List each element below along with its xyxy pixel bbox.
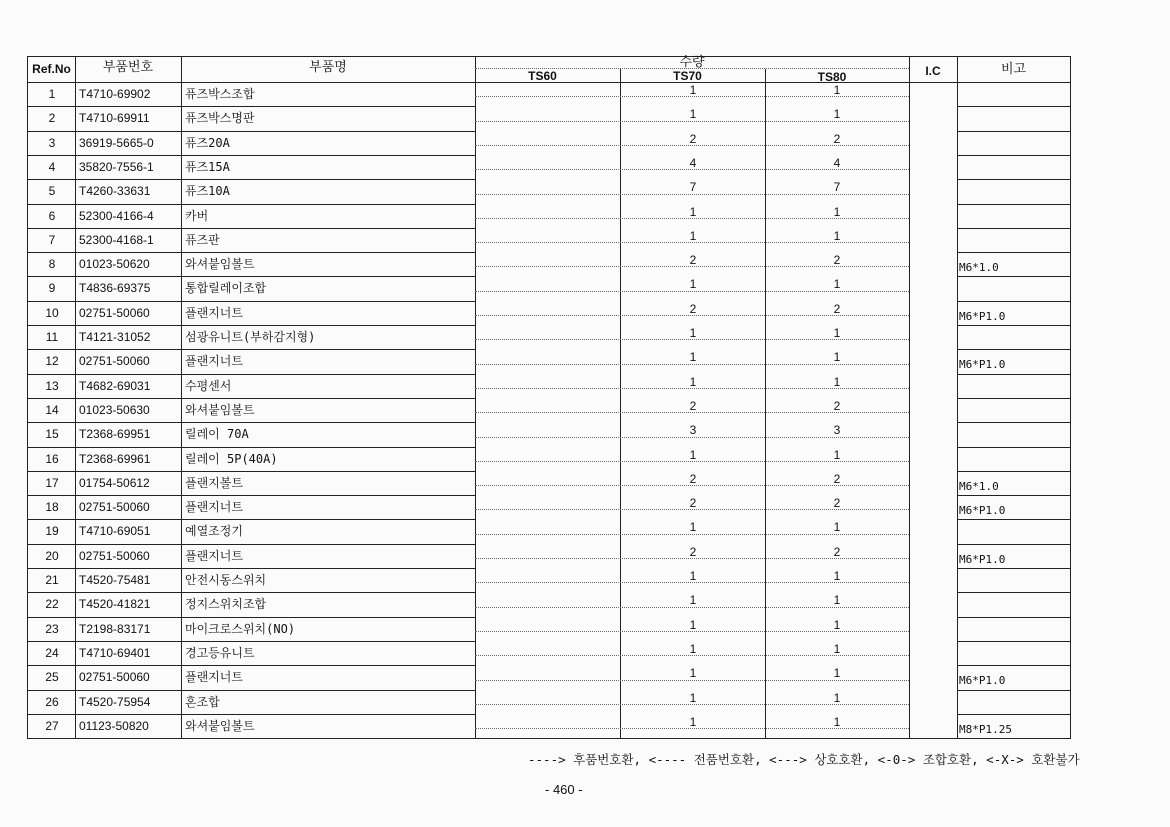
table-cell-part-number: T4520-75481 (79, 573, 151, 587)
header-ts60: TS60 (528, 69, 557, 83)
row-divider (28, 665, 475, 666)
table-cell-qty-ts80: 1 (833, 83, 841, 97)
table-cell-qty-ts80: 1 (833, 593, 841, 608)
table-cell-qty-ts70: 2 (689, 253, 697, 268)
table-cell-ref: 26 (45, 694, 59, 709)
table-cell-part-number: T2198-83171 (79, 621, 151, 636)
row-divider-right (957, 690, 1070, 691)
table-cell-part-name: 와셔붙임볼트 (185, 402, 255, 417)
table-cell-qty-ts70: 1 (689, 83, 697, 97)
table-cell-part-name: 릴레이 70A (185, 427, 249, 442)
column-divider (909, 57, 910, 738)
table-cell-qty-ts80: 4 (833, 155, 841, 170)
table-cell-ref: 2 (48, 111, 56, 126)
table-cell-part-number: T4710-69902 (79, 87, 151, 101)
table-cell-qty-ts80: 2 (833, 471, 841, 486)
row-divider-right (957, 349, 1070, 350)
table-cell-qty-ts70: 2 (689, 131, 697, 146)
table-cell-qty-ts80: 2 (833, 496, 841, 511)
table-cell-part-number: 01023-50620 (79, 257, 150, 272)
row-divider (28, 276, 475, 277)
table-cell-part-name: 퓨즈판 (185, 232, 220, 247)
row-divider (28, 301, 475, 302)
table-cell-qty-ts80: 1 (833, 374, 841, 389)
table-cell-part-number: 01123-50820 (79, 718, 149, 733)
table-cell-qty-ts70: 2 (689, 496, 697, 511)
table-cell-part-name: 카버 (185, 208, 209, 223)
table-cell-part-name: 플랜지너트 (185, 305, 243, 320)
table-cell-qty-ts70: 1 (689, 107, 697, 122)
row-divider (28, 519, 475, 520)
table-cell-ref: 23 (45, 621, 59, 636)
table-cell-part-name: 와셔붙임볼트 (185, 257, 255, 272)
column-divider (475, 57, 476, 738)
table-cell-remark: M6*P1.0 (959, 309, 1006, 323)
table-cell-qty-ts70: 1 (689, 326, 697, 340)
table-cell-part-name: 와셔붙임볼트 (185, 718, 255, 733)
header-part_no: 부품번호 (102, 60, 154, 75)
table-cell-remark: M6*1.0 (959, 261, 999, 275)
table-cell-qty-ts80: 1 (833, 690, 841, 705)
page-number: - 460 - (545, 782, 583, 797)
table-cell-qty-ts70: 1 (689, 447, 697, 462)
table-cell-part-number: 02751-50060 (79, 548, 150, 563)
table-cell-qty-ts80: 2 (833, 253, 841, 268)
table-cell-ref: 22 (45, 597, 59, 612)
table-cell-remark: M6*P1.0 (959, 504, 1006, 518)
row-divider-right (957, 228, 1070, 229)
table-cell-ref: 19 (45, 524, 59, 539)
table-cell-part-number: 02751-50060 (79, 354, 150, 369)
table-cell-part-number: T4520-41821 (79, 597, 151, 612)
table-cell-part-number: T4836-69375 (79, 281, 151, 296)
table-cell-qty-ts70: 1 (689, 350, 697, 365)
row-divider-right (957, 252, 1070, 253)
table-cell-qty-ts70: 2 (689, 301, 697, 316)
table-cell-qty-ts80: 1 (833, 204, 841, 219)
table-cell-part-number: 02751-50060 (79, 305, 150, 320)
row-divider (28, 131, 475, 132)
table-cell-ref: 13 (45, 378, 59, 393)
table-cell-ref: 7 (48, 232, 56, 247)
table-cell-qty-ts70: 1 (689, 617, 697, 632)
header-ts80: TS80 (817, 70, 847, 84)
parts-table (27, 56, 1071, 739)
row-divider (28, 617, 475, 618)
header-qty: 수량 (679, 55, 705, 70)
table-cell-part-name: 퓨즈10A (185, 184, 230, 199)
table-cell-qty-ts70: 1 (689, 690, 697, 705)
table-cell-part-name: 혼조합 (185, 694, 220, 709)
table-cell-part-number: 52300-4166-4 (79, 208, 154, 223)
table-cell-qty-ts80: 1 (833, 228, 841, 243)
table-cell-qty-ts70: 1 (689, 714, 697, 729)
header-ref: Ref.No (32, 62, 71, 76)
table-cell-qty-ts70: 2 (689, 544, 697, 559)
row-divider-right (957, 641, 1070, 642)
table-cell-ref: 14 (45, 402, 59, 417)
row-divider-right (957, 325, 1070, 326)
table-cell-part-number: 02751-50060 (79, 670, 150, 685)
table-cell-ref: 6 (48, 208, 56, 223)
row-divider (28, 447, 475, 448)
row-divider (28, 690, 475, 691)
row-divider-right (957, 398, 1070, 399)
table-cell-part-name: 통합릴레이조합 (185, 281, 267, 296)
row-divider-right (957, 106, 1070, 107)
table-cell-part-number: 36919-5665-0 (79, 135, 154, 150)
table-cell-part-name: 경고등유니트 (185, 645, 255, 660)
table-cell-qty-ts70: 4 (689, 155, 697, 170)
row-divider (28, 568, 475, 569)
table-cell-ref: 4 (48, 159, 56, 174)
row-divider-right (957, 447, 1070, 448)
row-divider (28, 374, 475, 375)
table-cell-qty-ts80: 1 (833, 569, 841, 583)
table-cell-part-name: 퓨즈20A (185, 135, 230, 150)
row-divider (28, 544, 475, 545)
row-divider (28, 471, 475, 472)
table-cell-qty-ts70: 1 (689, 277, 697, 292)
row-divider (28, 325, 475, 326)
table-cell-ref: 15 (45, 427, 59, 442)
row-divider (28, 349, 475, 350)
table-cell-part-name: 퓨즈15A (185, 159, 230, 174)
table-cell-ref: 21 (45, 573, 59, 587)
table-cell-ref: 12 (45, 354, 59, 369)
table-cell-qty-ts80: 1 (833, 350, 841, 365)
table-cell-part-name: 예열조정기 (185, 524, 243, 539)
table-cell-part-number: T2368-69951 (79, 427, 151, 442)
table-cell-ref: 16 (45, 451, 59, 466)
table-cell-remark: M6*P1.0 (959, 552, 1006, 566)
row-divider-right (957, 301, 1070, 302)
table-cell-part-name: 섬광유니트(부하감지형) (185, 330, 316, 344)
table-cell-part-name: 플랜지너트 (185, 670, 243, 685)
table-cell-qty-ts80: 2 (833, 398, 841, 413)
table-cell-part-number: 52300-4168-1 (79, 232, 154, 247)
table-cell-ref: 17 (45, 475, 59, 490)
table-cell-part-name: 플랜지너트 (185, 548, 243, 563)
table-cell-qty-ts80: 3 (833, 423, 841, 438)
table-cell-ref: 11 (45, 330, 59, 344)
table-cell-qty-ts80: 1 (833, 641, 841, 656)
table-cell-ref: 27 (45, 718, 59, 733)
table-cell-part-number: T4121-31052 (79, 330, 151, 344)
table-cell-remark: M6*1.0 (959, 479, 999, 493)
table-cell-ref: 8 (48, 257, 56, 272)
table-cell-part-name: 플랜지너트 (185, 500, 243, 515)
table-cell-remark: M6*P1.0 (959, 674, 1006, 688)
table-cell-ref: 5 (48, 184, 56, 199)
table-cell-qty-ts70: 1 (689, 666, 697, 681)
table-cell-qty-ts80: 1 (833, 326, 841, 340)
table-cell-part-name: 퓨즈박스명판 (185, 111, 255, 126)
row-divider-right (957, 568, 1070, 569)
row-divider-right (957, 665, 1070, 666)
row-divider (28, 495, 475, 496)
header-ts70: TS70 (673, 69, 702, 83)
row-divider-right (957, 592, 1070, 593)
row-divider-right (957, 714, 1070, 715)
table-cell-part-name: 플랜지볼트 (185, 475, 243, 490)
table-cell-part-number: T4710-69401 (79, 645, 151, 660)
table-cell-qty-ts80: 2 (833, 544, 841, 559)
table-cell-part-number: T4520-75954 (79, 694, 151, 709)
table-cell-qty-ts70: 1 (689, 641, 697, 656)
table-cell-qty-ts70: 1 (689, 569, 697, 583)
table-cell-part-name: 퓨즈박스조합 (185, 87, 255, 101)
table-cell-part-number: 35820-7556-1 (79, 159, 154, 174)
row-divider (28, 155, 475, 156)
table-cell-qty-ts80: 2 (833, 301, 841, 316)
table-cell-part-number: T4710-69911 (79, 111, 150, 126)
table-cell-ref: 1 (48, 87, 56, 101)
interchangeability-legend: ----> 후품번호환, <---- 전품번호환, <---> 상호호환, <-0-> 조합호환, <-X-> 호환불가 (528, 752, 1080, 767)
table-cell-part-name: 마이크로스위치(NO) (185, 621, 296, 636)
table-cell-part-number: T4682-69031 (79, 378, 151, 393)
table-cell-remark: M6*P1.0 (959, 358, 1006, 372)
table-cell-qty-ts80: 2 (833, 131, 841, 146)
table-cell-qty-ts70: 2 (689, 398, 697, 413)
table-cell-qty-ts80: 1 (833, 277, 841, 292)
row-divider-right (957, 495, 1070, 496)
table-cell-part-number: T4260-33631 (79, 184, 151, 199)
table-cell-qty-ts70: 2 (689, 471, 697, 486)
row-divider (28, 204, 475, 205)
table-cell-ref: 3 (48, 135, 56, 150)
table-cell-remark: M8*P1.25 (959, 722, 1012, 736)
row-divider-right (957, 131, 1070, 132)
row-divider-right (957, 422, 1070, 423)
row-divider (28, 228, 475, 229)
table-cell-qty-ts70: 1 (689, 374, 697, 389)
table-cell-ref: 24 (45, 645, 59, 660)
row-divider-right (957, 471, 1070, 472)
row-divider-right (957, 204, 1070, 205)
row-divider (28, 422, 475, 423)
header-remark: 비고 (1000, 62, 1027, 77)
table-cell-part-name: 안전시동스위치 (185, 573, 267, 587)
table-cell-qty-ts80: 1 (833, 617, 841, 632)
row-divider-right (957, 155, 1070, 156)
row-divider-right (957, 617, 1070, 618)
table-cell-qty-ts70: 1 (689, 228, 697, 243)
table-cell-qty-ts80: 1 (833, 447, 841, 462)
table-cell-qty-ts70: 7 (689, 180, 697, 195)
table-cell-qty-ts80: 1 (833, 520, 841, 535)
row-divider-right (957, 374, 1070, 375)
table-cell-part-number: 02751-50060 (79, 500, 150, 515)
table-cell-ref: 20 (45, 548, 59, 563)
row-divider (28, 714, 475, 715)
row-divider (28, 398, 475, 399)
table-cell-part-name: 릴레이 5P(40A) (185, 451, 278, 466)
table-cell-part-name: 플랜지너트 (185, 354, 243, 369)
row-divider (28, 592, 475, 593)
table-cell-ref: 25 (45, 670, 59, 685)
row-divider-right (957, 519, 1070, 520)
table-cell-part-number: 01023-50630 (79, 402, 150, 417)
table-cell-qty-ts70: 1 (689, 204, 697, 219)
table-cell-qty-ts80: 1 (833, 666, 841, 681)
table-cell-qty-ts80: 7 (833, 180, 841, 195)
header-part_name: 부품명 (309, 60, 347, 75)
table-cell-qty-ts70: 3 (689, 423, 697, 438)
table-cell-ref: 18 (45, 500, 59, 515)
table-cell-part-number: T2368-69961 (79, 451, 151, 466)
table-cell-qty-ts70: 1 (689, 520, 697, 535)
row-divider (28, 252, 475, 253)
header-ic: I.C (925, 64, 941, 78)
table-cell-part-name: 수평센서 (185, 378, 232, 393)
row-divider-right (957, 179, 1070, 180)
row-divider (28, 179, 475, 180)
row-divider-right (957, 276, 1070, 277)
table-cell-part-number: 01754-50612 (79, 475, 150, 490)
row-divider (28, 106, 475, 107)
row-divider-right (957, 544, 1070, 545)
table-cell-qty-ts80: 1 (833, 107, 841, 122)
table-cell-qty-ts70: 1 (689, 593, 697, 608)
table-cell-part-name: 정지스위치조합 (185, 597, 267, 612)
table-cell-ref: 9 (48, 281, 56, 296)
table-cell-qty-ts80: 1 (833, 714, 841, 729)
row-divider (28, 641, 475, 642)
table-cell-ref: 10 (45, 305, 59, 320)
table-cell-part-number: T4710-69051 (79, 524, 151, 539)
